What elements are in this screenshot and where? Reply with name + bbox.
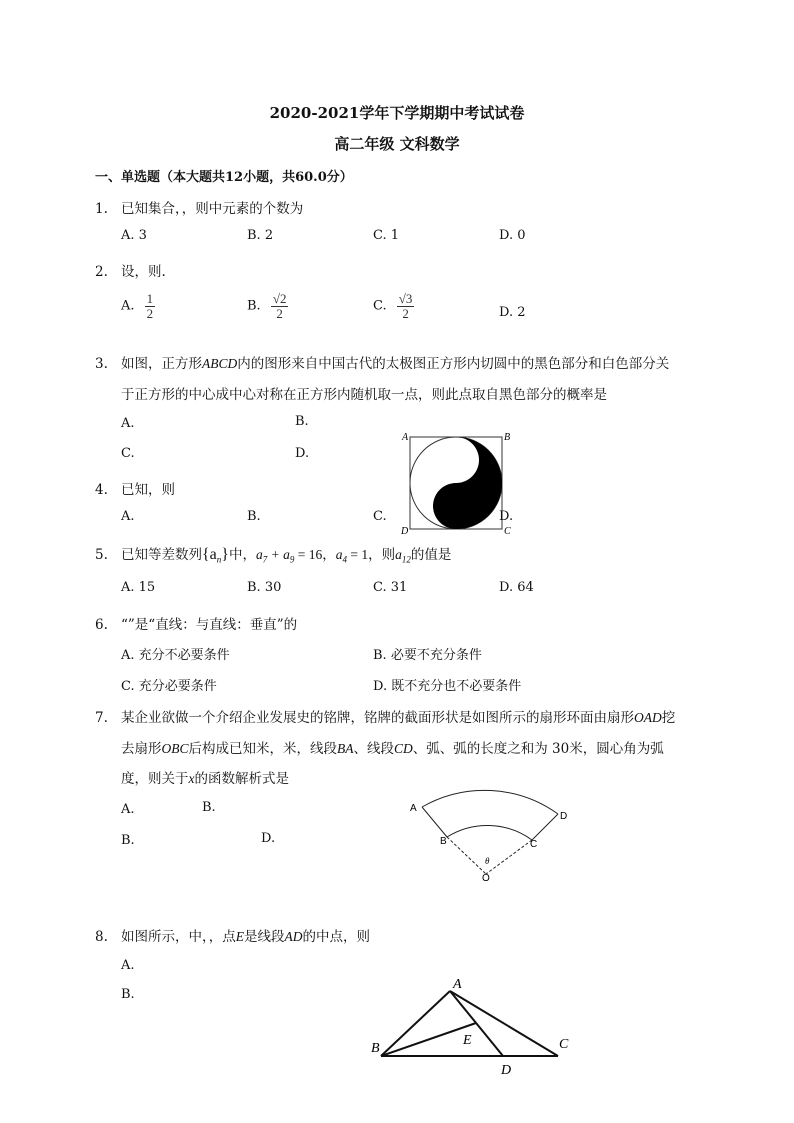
stem-text: 如图所示，中，，点 (121, 929, 236, 945)
q2-option-d[interactable]: D. 2 (499, 305, 526, 320)
q5-option-a[interactable]: A. 15 (121, 580, 156, 595)
q4-option-a[interactable]: A. (121, 509, 135, 524)
segment-oc (486, 840, 532, 874)
q1-option-c[interactable]: C. 1 (373, 228, 400, 243)
q7-option-a[interactable]: A. (121, 802, 135, 817)
label-c: C (504, 526, 511, 536)
q6-option-a[interactable]: A. 充分不必要条件 (121, 648, 230, 663)
label-theta: θ (485, 856, 490, 866)
stem-text: ， (322, 547, 336, 563)
question-stem: 已知，则 (121, 482, 175, 498)
taiji-white-dot (451, 455, 461, 465)
segment-cd (532, 814, 558, 840)
stem-text: 挖 (661, 710, 676, 726)
q8-option-a[interactable]: A. (121, 958, 135, 973)
math-var: AD (284, 929, 303, 944)
segment-ad (450, 991, 503, 1056)
exam-title: 2020-2021学年下学期期中考试试卷 (269, 104, 525, 122)
label-d: D (560, 811, 568, 822)
math-part: a (255, 547, 263, 562)
stem-text: 某企业欲做一个介绍企业发展史的铭牌，铭牌的截面形状是如图所示的扇形环面由扇形 (121, 710, 634, 726)
section-heading: 一、单选题（本大题共12小题，共60.0分） (95, 170, 353, 185)
q4-option-c[interactable]: C. (373, 509, 387, 524)
fraction (397, 292, 415, 320)
q8-option-b[interactable]: B. (121, 987, 135, 1002)
stem-text: 度，则关于 (121, 771, 189, 787)
q6-option-d[interactable]: D. 既不充分也不必要条件 (373, 679, 522, 694)
question-1 (95, 197, 303, 217)
math-sub: n (216, 554, 222, 565)
stem-text: 内的图形来自中国古代的太极图正方形内切圆中的黑色部分和白色部分关 (237, 356, 670, 372)
label-c: C (530, 839, 538, 850)
outer-arc-ad (422, 790, 558, 814)
stem-text: 的函数解析式是 (194, 771, 289, 787)
q1-option-d[interactable]: D. 0 (499, 228, 526, 243)
numerator: 1 (146, 291, 154, 306)
question-number: 2. (95, 264, 108, 280)
numerator: √2 (272, 291, 287, 306)
q3-option-c[interactable]: C. (121, 446, 135, 461)
question-stem: “”是“直线：与直线：垂直”的 (121, 617, 298, 633)
math-seq (202, 546, 229, 565)
label-a: A (453, 977, 462, 992)
segment-ob (447, 837, 486, 874)
label-b: B (440, 836, 447, 847)
q4-option-d[interactable]: D. (499, 509, 514, 524)
question-7-line2 (121, 737, 664, 757)
math-var: E (235, 929, 244, 944)
q3-option-b[interactable]: B. (295, 414, 309, 429)
label-d: D (501, 1063, 512, 1078)
option-label: B. (247, 298, 261, 314)
q3-option-a[interactable]: A. (121, 416, 135, 431)
q6-option-c[interactable]: C. 充分必要条件 (121, 679, 217, 694)
q3-option-d[interactable]: D. (295, 446, 310, 461)
q5-option-c[interactable]: C. 31 (373, 580, 408, 595)
question-7 (95, 706, 675, 726)
question-number: 1. (95, 201, 108, 217)
math-part: + a (267, 547, 290, 562)
stem-text: 、线段 (353, 741, 394, 757)
sector-figure (404, 778, 584, 884)
fraction (145, 292, 156, 320)
question-stem: 已知集合，，则中元素的个数为 (121, 201, 304, 217)
denominator: 2 (276, 305, 283, 321)
label-c: C (559, 1037, 569, 1052)
question-4 (95, 478, 175, 498)
question-number: 6. (95, 617, 108, 633)
stem-text: 的中点，则 (302, 929, 370, 945)
math-sub: 9 (289, 554, 295, 565)
math-part: a (335, 547, 343, 562)
math-var: BA (337, 741, 354, 756)
taiji-black-dot (451, 501, 461, 511)
denominator: 2 (402, 305, 409, 321)
q1-option-a[interactable]: A. 3 (121, 228, 147, 243)
question-number: 3. (95, 356, 108, 372)
q7-option-d[interactable]: D. (261, 831, 276, 846)
q1-option-b[interactable]: B. 2 (247, 228, 274, 243)
math-eq1 (255, 547, 323, 565)
stem-text: 中， (228, 547, 256, 563)
math-part: = 16 (294, 547, 323, 562)
exam-subtitle: 高二年级 文科数学 (334, 135, 460, 153)
math-a12 (395, 547, 411, 565)
q5-option-d[interactable]: D. 64 (499, 580, 534, 595)
q7-option-b[interactable]: B. (202, 800, 216, 815)
label-o: O (482, 873, 490, 884)
question-number: 7. (95, 710, 108, 726)
question-2 (95, 260, 166, 280)
numerator: √3 (398, 291, 413, 306)
math-part: a (395, 547, 402, 562)
stem-text: 是线段 (244, 929, 285, 945)
question-5 (95, 543, 451, 565)
segment-be (381, 1023, 476, 1056)
math-part: = 1 (346, 547, 369, 562)
stem-text: 如图，正方形 (121, 356, 202, 372)
side-ba (381, 991, 450, 1056)
inner-arc-bc (447, 825, 532, 840)
question-stem: 设，则. (121, 264, 166, 280)
label-b: B (371, 1041, 380, 1056)
q6-option-b[interactable]: B. 必要不充分条件 (373, 648, 482, 663)
option-label: A. (121, 298, 135, 314)
question-number: 4. (95, 482, 108, 498)
triangle-figure (366, 972, 578, 1080)
stem-text: 的值是 (410, 547, 452, 563)
denominator: 2 (146, 305, 154, 321)
label-d: D (401, 526, 409, 536)
question-3-line2: 于正方形的中心成中心对称在正方形内随机取一点，则此点取自黑色部分的概率是 (121, 387, 607, 403)
question-number: 8. (95, 929, 108, 945)
stem-text: 后构成已知米，米，线段 (188, 741, 337, 757)
q4-option-b[interactable]: B. (247, 509, 261, 524)
math-var: ABCD (202, 356, 238, 371)
label-b: B (504, 432, 511, 443)
question-8 (95, 925, 370, 945)
label-a: A (410, 803, 417, 814)
question-number: 5. (95, 547, 108, 563)
question-3 (95, 352, 669, 372)
stem-text: 去扇形 (121, 741, 162, 757)
fraction (271, 292, 289, 320)
math-var: x (188, 771, 195, 786)
label-a: A (402, 432, 409, 443)
math-part: {a (202, 546, 217, 563)
math-eq2 (335, 547, 369, 565)
math-sub: 12 (401, 554, 411, 565)
q2-option-a[interactable] (121, 292, 155, 320)
stem-text: ，则 (368, 547, 396, 563)
math-sub: 7 (262, 554, 268, 565)
math-var: OBC (161, 741, 189, 756)
question-6 (95, 613, 297, 633)
stem-text: 已知等差数列 (121, 547, 202, 563)
option-label: C. (373, 298, 387, 314)
math-part: } (221, 546, 229, 563)
segment-ba (422, 807, 447, 837)
q7-option-b2[interactable]: B. (121, 833, 135, 848)
math-sub: 4 (342, 554, 347, 565)
q5-option-b[interactable]: B. 30 (247, 580, 282, 595)
math-var: OAD (634, 710, 662, 725)
q2-option-c[interactable] (373, 292, 414, 320)
q2-option-b[interactable] (247, 292, 288, 320)
stem-text: 、弧、弧的长度之和为 30米，圆心角为弧 (412, 741, 664, 757)
label-e: E (463, 1033, 472, 1048)
math-var: CD (394, 741, 413, 756)
question-7-line3 (121, 767, 289, 787)
